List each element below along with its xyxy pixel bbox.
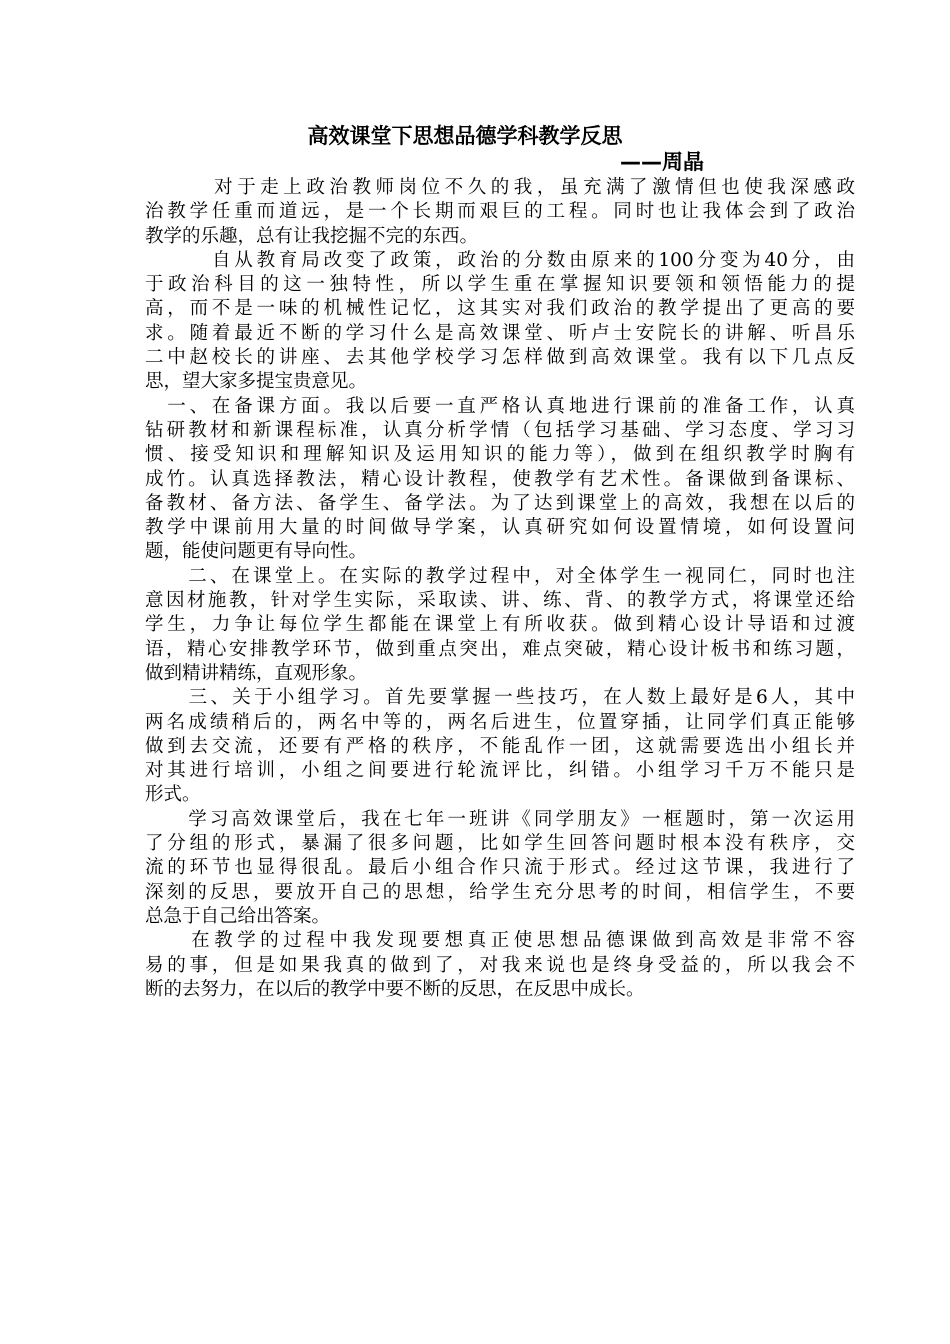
- text-line: 做到去交流，还要有严格的秩序，不能乱作一团，这就需要选出小组长并: [145, 735, 855, 757]
- text-line: 治教学任重而道远，是一个长期而艰巨的工程。同时也让我体会到了政治: [145, 201, 855, 223]
- text-line: 流的环节也显得很乱。最后小组合作只流于形式。经过这节课，我进行了: [145, 857, 855, 879]
- text-line: 教学的乐趣，总有让我挖掘不完的东西。: [145, 225, 479, 247]
- text-line: 二、在课堂上。在实际的教学过程中，对全体学生一视同仁，同时也注: [145, 565, 855, 587]
- text-line: 意因材施教，针对学生实际，采取读、讲、练、背、的教学方式，将课堂还给: [145, 590, 855, 612]
- text-line: 断的去努力，在以后的教学中要不断的反思，在反思中成长。: [145, 978, 645, 1000]
- text-line: 深刻的反思，要放开自己的思想，给学生充分思考的时间，相信学生，不要: [145, 881, 855, 903]
- text-line: 学习高效课堂后，我在七年一班讲《同学朋友》一框题时，第一次运用: [145, 808, 855, 830]
- text-line: 总急于自己给出答案。: [145, 905, 331, 927]
- text-line: 对于走上政治教师岗位不久的我，虽充满了激情但也使我深感政: [145, 177, 855, 198]
- text-line: 于政治科目的这一独特性，所以学生重在掌握知识要领和领悟能力的提: [145, 274, 855, 296]
- text-line: 惯、接受知识和理解知识及运用知识的能力等），做到在组织教学时胸有: [145, 444, 855, 466]
- text-line: 成竹。认真选择教法，精心设计教程，使教学有艺术性。备课做到备课标、: [145, 468, 855, 490]
- text-line: 在教学的过程中我发现要想真正使思想品德课做到高效是非常不容: [145, 930, 855, 952]
- text-line: 了分组的形式，暴漏了很多问题，比如学生回答问题时根本没有秩序，交: [145, 833, 855, 855]
- text-line: 语，精心安排教学环节，做到重点突出，难点突破，精心设计板书和练习题，: [145, 638, 855, 660]
- text-line: 求。随着最近不断的学习什么是高效课堂、听卢士安院长的讲解、听昌乐: [145, 322, 855, 344]
- document-author: ——周晶: [620, 150, 704, 174]
- text-line: 对其进行培训，小组之间要进行轮流评比，纠错。小组学习千万不能只是: [145, 760, 855, 782]
- text-line: 三、关于小组学习。首先要掌握一些技巧，在人数上最好是6人，其中: [145, 687, 855, 709]
- document-body: [145, 176, 855, 1002]
- text-line: 自从教育局改变了政策，政治的分数由原来的100分变为40分，由: [145, 249, 855, 271]
- document-title: 高效课堂下思想品德学科教学反思: [307, 124, 623, 148]
- text-line: 形式。: [145, 784, 201, 806]
- text-line: 备教材、备方法、备学生、备学法。为了达到课堂上的高效，我想在以后的: [145, 492, 855, 514]
- text-line: 学生，力争让每位学生都能在课堂上有所收获。做到精心设计导语和过渡: [145, 614, 855, 636]
- text-line: 两名成绩稍后的，两名中等的，两名后进生，位置穿插，让同学们真正能够: [145, 711, 855, 733]
- text-line: 一、在备课方面。我以后要一直严格认真地进行课前的准备工作，认真: [145, 395, 855, 417]
- text-line: 高，而不是一味的机械性记忆，这其实对我们政治的教学提出了更高的要: [145, 298, 855, 320]
- text-line: 做到精讲精练，直观形象。: [145, 662, 368, 684]
- text-line: 题，能使问题更有导向性。: [145, 541, 368, 563]
- text-line: 钻研教材和新课程标准，认真分析学情（包括学习基础、学习态度、学习习: [145, 419, 855, 441]
- text-line: 教学中课前用大量的时间做导学案，认真研究如何设置情境，如何设置问: [145, 517, 855, 539]
- text-line: 二中赵校长的讲座、去其他学校学习怎样做到高效课堂。我有以下几点反: [145, 347, 855, 369]
- text-line: 易的事，但是如果我真的做到了，对我来说也是终身受益的，所以我会不: [145, 954, 855, 976]
- text-line: 思，望大家多提宝贵意见。: [145, 371, 368, 393]
